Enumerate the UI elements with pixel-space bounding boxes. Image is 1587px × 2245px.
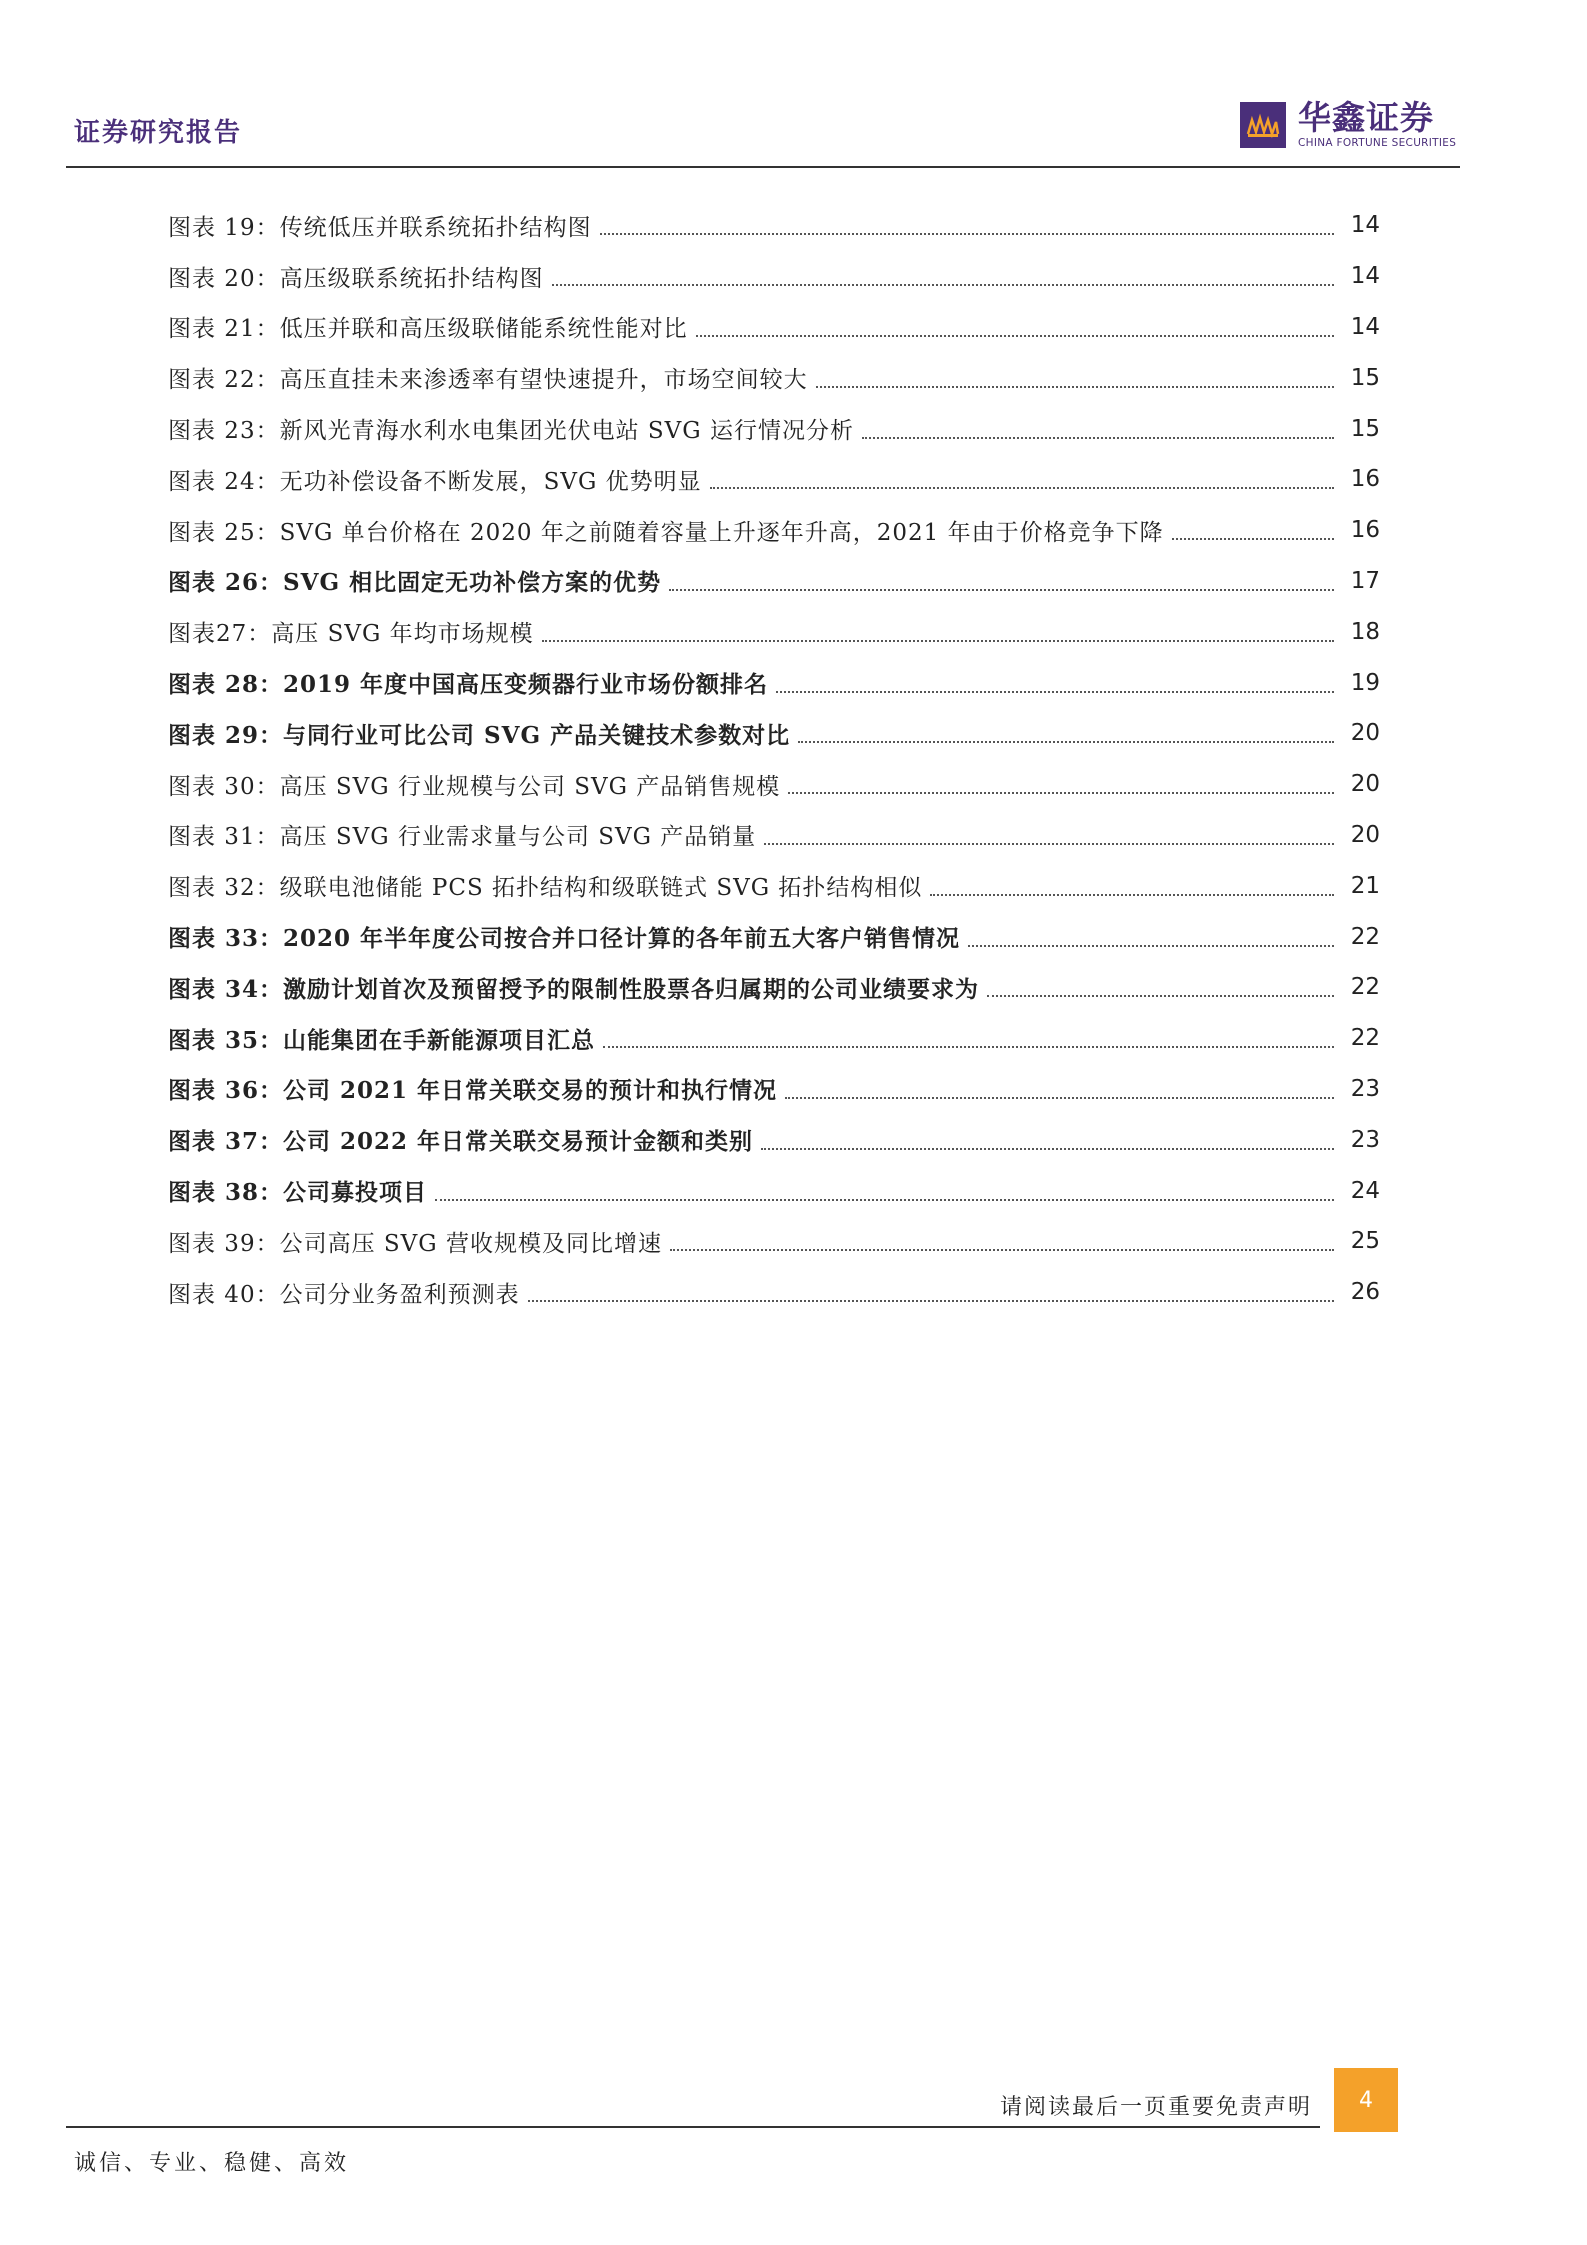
toc-entry-page[interactable]: 20 xyxy=(1350,821,1380,848)
toc-entry-label[interactable]: 图表 32：级联电池储能 PCS 拓扑结构和级联链式 SVG 拓扑结构相似 xyxy=(168,875,923,902)
toc-entry[interactable] xyxy=(168,352,1380,403)
toc-entry[interactable] xyxy=(168,708,1380,759)
toc-entry[interactable] xyxy=(168,454,1380,505)
toc-entry-page[interactable]: 23 xyxy=(1350,1075,1380,1102)
toc-entry-label[interactable]: 图表 33：2020 年半年度公司按合并口径计算的各年前五大客户销售情况 xyxy=(168,925,961,953)
toc-entry-label[interactable]: 图表 39：公司高压 SVG 营收规模及同比增速 xyxy=(168,1230,662,1257)
toc-entry-page[interactable]: 20 xyxy=(1350,720,1380,747)
toc-dot-leader xyxy=(776,691,1334,693)
toc-entry-label[interactable]: 图表 29：与同行业可比公司 SVG 产品关键技术参数对比 xyxy=(168,721,791,749)
toc-dot-leader xyxy=(600,233,1334,235)
toc-entry-label[interactable]: 图表 24：无功补偿设备不断发展，SVG 优势明显 xyxy=(168,468,702,495)
toc-dot-leader xyxy=(764,843,1334,845)
toc-entry[interactable] xyxy=(168,860,1380,911)
toc-entry[interactable] xyxy=(168,1114,1380,1165)
toc-entry-page[interactable]: 24 xyxy=(1350,1177,1380,1204)
toc-dot-leader xyxy=(669,589,1334,591)
toc-entry-page[interactable]: 19 xyxy=(1350,669,1380,696)
toc-dot-leader xyxy=(930,894,1334,896)
toc-entry-page[interactable]: 14 xyxy=(1350,263,1380,290)
logo-name-cn: 华鑫证券 xyxy=(1298,98,1434,137)
toc-entry-page[interactable]: 14 xyxy=(1350,212,1380,239)
toc-entry-page[interactable]: 22 xyxy=(1350,1025,1380,1052)
toc-entry-page[interactable]: 16 xyxy=(1350,466,1380,493)
toc-dot-leader xyxy=(968,945,1334,947)
table-of-figures xyxy=(168,200,1380,1318)
toc-entry-label[interactable]: 图表 38：公司募投项目 xyxy=(168,1179,428,1207)
toc-entry[interactable] xyxy=(168,403,1380,454)
toc-dot-leader xyxy=(603,1046,1334,1048)
toc-entry-label[interactable]: 图表 22：高压直挂未来渗透率有望快速提升，市场空间较大 xyxy=(168,367,808,394)
footer-divider xyxy=(66,2126,1320,2128)
toc-entry[interactable] xyxy=(168,505,1380,556)
toc-entry-page[interactable]: 16 xyxy=(1350,517,1380,544)
toc-entry-page[interactable]: 20 xyxy=(1350,771,1380,798)
toc-entry-page[interactable]: 22 xyxy=(1350,974,1380,1001)
toc-entry[interactable] xyxy=(168,962,1380,1013)
toc-entry[interactable] xyxy=(168,759,1380,810)
toc-entry-page[interactable]: 22 xyxy=(1350,923,1380,950)
toc-entry-label[interactable]: 图表 26：SVG 相比固定无功补偿方案的优势 xyxy=(168,569,662,597)
toc-entry-page[interactable]: 23 xyxy=(1350,1126,1380,1153)
toc-dot-leader xyxy=(670,1249,1334,1251)
toc-entry[interactable] xyxy=(168,810,1380,861)
toc-entry-label[interactable]: 图表 34：激励计划首次及预留授予的限制性股票各归属期的公司业绩要求为 xyxy=(168,975,980,1003)
logo-name-en: CHINA FORTUNE SECURITIES xyxy=(1298,137,1457,149)
toc-entry[interactable] xyxy=(168,556,1380,607)
toc-entry-label[interactable]: 图表 20：高压级联系统拓扑结构图 xyxy=(168,265,544,292)
toc-entry[interactable] xyxy=(168,1013,1380,1064)
toc-entry[interactable] xyxy=(168,911,1380,962)
toc-dot-leader xyxy=(710,487,1334,489)
toc-entry-page[interactable]: 26 xyxy=(1350,1279,1380,1306)
header-divider xyxy=(66,166,1460,168)
toc-dot-leader xyxy=(816,386,1334,388)
company-motto: 诚信、专业、稳健、高效 xyxy=(74,2151,350,2176)
toc-dot-leader xyxy=(987,995,1334,997)
toc-dot-leader xyxy=(788,792,1334,794)
toc-entry[interactable] xyxy=(168,302,1380,353)
toc-entry-page[interactable]: 14 xyxy=(1350,313,1380,340)
toc-entry-label[interactable]: 图表 19：传统低压并联系统拓扑结构图 xyxy=(168,214,592,241)
toc-entry[interactable] xyxy=(168,1064,1380,1115)
toc-entry[interactable] xyxy=(168,1267,1380,1318)
toc-entry-label[interactable]: 图表 28：2019 年度中国高压变频器行业市场份额排名 xyxy=(168,671,769,699)
toc-dot-leader xyxy=(761,1148,1334,1150)
toc-entry-label[interactable]: 图表 36：公司 2021 年日常关联交易的预计和执行情况 xyxy=(168,1077,778,1105)
toc-entry[interactable] xyxy=(168,251,1380,302)
toc-entry[interactable] xyxy=(168,200,1380,251)
toc-entry[interactable] xyxy=(168,657,1380,708)
toc-entry-label[interactable]: 图表 23：新风光青海水利水电集团光伏电站 SVG 运行情况分析 xyxy=(168,418,854,445)
toc-entry-label[interactable]: 图表 25：SVG 单台价格在 2020 年之前随着容量上升逐年升高，2021 年由于价格竞争下降 xyxy=(168,519,1164,546)
toc-entry-page[interactable]: 25 xyxy=(1350,1228,1380,1255)
company-logo xyxy=(1240,100,1456,150)
toc-entry-page[interactable]: 15 xyxy=(1350,415,1380,442)
toc-dot-leader xyxy=(1172,538,1334,540)
toc-entry-label[interactable]: 图表 31：高压 SVG 行业需求量与公司 SVG 产品销量 xyxy=(168,824,757,851)
page-number: 4 xyxy=(1334,2068,1398,2132)
toc-entry[interactable] xyxy=(168,1165,1380,1216)
toc-dot-leader xyxy=(435,1199,1334,1201)
disclaimer-notice: 请阅读最后一页重要免责声明 xyxy=(1000,2095,1313,2120)
toc-entry-label[interactable]: 图表 21：低压并联和高压级联储能系统性能对比 xyxy=(168,316,688,343)
toc-entry[interactable] xyxy=(168,606,1380,657)
toc-entry-label[interactable]: 图表 40：公司分业务盈利预测表 xyxy=(168,1281,520,1308)
toc-dot-leader xyxy=(542,640,1334,642)
toc-entry-page[interactable]: 21 xyxy=(1350,872,1380,899)
toc-dot-leader xyxy=(862,437,1334,439)
toc-entry-label[interactable]: 图表 37：公司 2022 年日常关联交易预计金额和类别 xyxy=(168,1128,754,1156)
report-type-title: 证券研究报告 xyxy=(74,118,243,148)
toc-entry-label[interactable]: 图表 35：山能集团在手新能源项目汇总 xyxy=(168,1026,596,1054)
toc-entry[interactable] xyxy=(168,1216,1380,1267)
toc-dot-leader xyxy=(528,1300,1334,1302)
toc-dot-leader xyxy=(785,1097,1334,1099)
toc-entry-page[interactable]: 15 xyxy=(1350,364,1380,391)
logo-mark-icon xyxy=(1240,102,1286,148)
toc-entry-label[interactable]: 图表 30：高压 SVG 行业规模与公司 SVG 产品销售规模 xyxy=(168,773,781,800)
toc-entry-label[interactable]: 图表27：高压 SVG 年均市场规模 xyxy=(168,621,534,648)
toc-dot-leader xyxy=(696,335,1334,337)
toc-dot-leader xyxy=(798,741,1334,743)
toc-dot-leader xyxy=(552,284,1334,286)
toc-entry-page[interactable]: 18 xyxy=(1350,618,1380,645)
toc-entry-page[interactable]: 17 xyxy=(1350,567,1380,594)
